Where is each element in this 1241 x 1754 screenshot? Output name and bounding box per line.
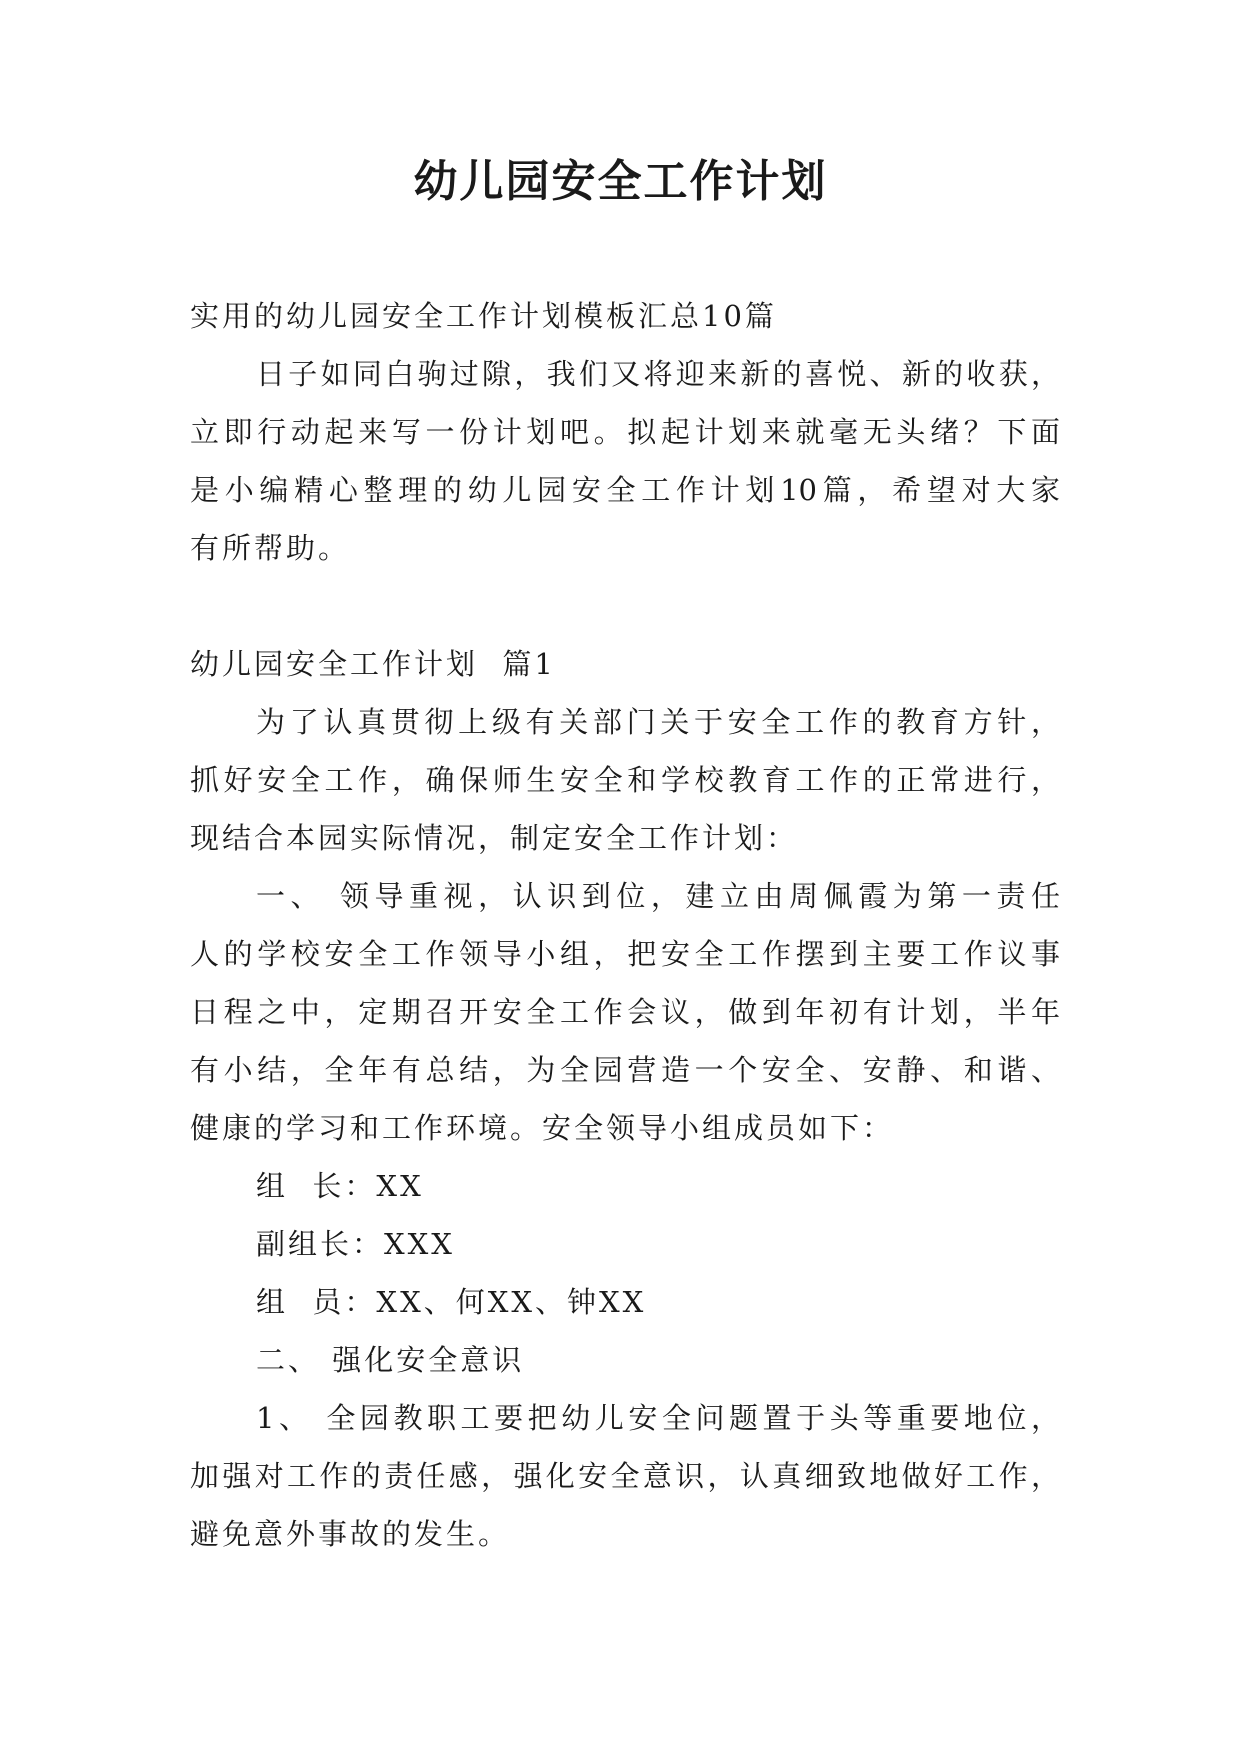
document-body	[190, 287, 1060, 1563]
section-subheading: 二、 强化安全意识	[256, 1343, 525, 1377]
section-line: 日程之中，定期召开安全工作会议，做到年初有计划，半年	[190, 995, 1060, 1029]
leader-line: 组 长：XX	[256, 1169, 424, 1203]
section-line: 抓好安全工作，确保师生安全和学校教育工作的正常进行，	[190, 763, 1060, 797]
section-line: 避免意外事故的发生。	[190, 1517, 511, 1551]
members-line: 组 员：XX、何XX、钟XX	[256, 1285, 647, 1319]
intro-line: 是小编精心整理的幼儿园安全工作计划10篇，希望对大家	[190, 473, 1060, 507]
section-line: 1、 全园教职工要把幼儿安全问题置于头等重要地位，	[256, 1401, 1060, 1435]
section-line: 现结合本园实际情况，制定安全工作计划：	[190, 821, 799, 855]
section-line: 有小结，全年有总结，为全园营造一个安全、安静、和谐、	[190, 1053, 1060, 1087]
section-line: 健康的学习和工作环境。安全领导小组成员如下：	[190, 1111, 895, 1145]
intro-line: 立即行动起来写一份计划吧。拟起计划来就毫无头绪？下面	[190, 415, 1060, 449]
section-heading: 幼儿园安全工作计划 篇1	[190, 647, 556, 681]
intro-line: 有所帮助。	[190, 531, 351, 565]
deputy-leader-line: 副组长：XXX	[256, 1227, 455, 1261]
document-title: 幼儿园安全工作计划	[413, 156, 828, 207]
intro-line: 日子如同白驹过隙，我们又将迎来新的喜悦、新的收获，	[256, 357, 1060, 391]
section-line: 一、 领导重视，认识到位，建立由周佩霞为第一责任	[256, 879, 1060, 913]
section-line: 为了认真贯彻上级有关部门关于安全工作的教育方针，	[256, 705, 1060, 739]
paragraph-gap	[190, 577, 1060, 635]
section-line: 加强对工作的责任感，强化安全意识，认真细致地做好工作，	[190, 1459, 1060, 1493]
section-line: 人的学校安全工作领导小组，把安全工作摆到主要工作议事	[190, 937, 1060, 971]
document-subtitle: 实用的幼儿园安全工作计划模板汇总10篇	[190, 299, 777, 333]
